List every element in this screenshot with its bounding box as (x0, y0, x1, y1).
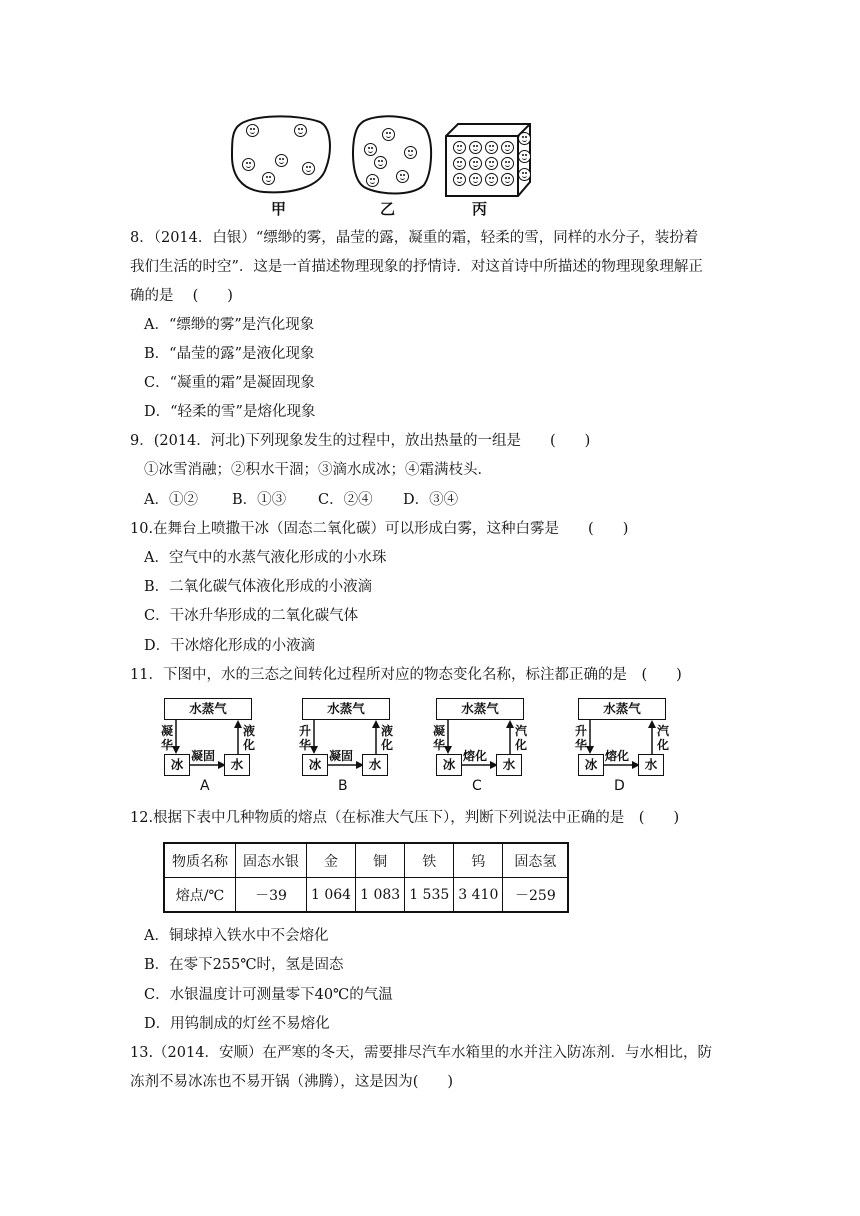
table-cell: －259 (503, 878, 569, 913)
molecule (453, 157, 466, 170)
molecule (501, 173, 514, 186)
molecule (246, 124, 259, 137)
molecule (294, 124, 307, 137)
molecule (485, 157, 498, 170)
table-cell: －39 (236, 878, 307, 913)
water-box: 水 (224, 754, 250, 776)
q10-option-b: B．二氧化碳气体液化形成的小液滴 (144, 579, 373, 595)
molecule (501, 157, 514, 170)
q8-stem-line1: 8．（2014．白银）“缥缈的雾，晶莹的露，凝重的霜，轻柔的雪，同样的水分子，装扮着 (130, 230, 699, 246)
left-process-label: 凝华 (160, 724, 173, 752)
left-process-label: 凝华 (432, 724, 445, 752)
vapor-box: 水蒸气 (302, 698, 390, 720)
molecule (469, 173, 482, 186)
q9-option-b: B．①③ (232, 492, 287, 508)
molecule (374, 156, 387, 169)
vapor-box: 水蒸气 (164, 698, 252, 720)
molecule (453, 173, 466, 186)
molecule (469, 141, 482, 154)
q10-option-a: A．空气中的水蒸气液化形成的小水珠 (144, 550, 387, 566)
table-cell: 固态氢 (503, 843, 569, 878)
q8-option-d: D．“轻柔的雪”是熔化现象 (144, 404, 316, 420)
water-box: 水 (362, 754, 388, 776)
q12-option-c: C．水银温度计可测量零下40℃的气温 (144, 987, 393, 1003)
molecule (262, 172, 275, 185)
melting-point-table (163, 842, 569, 913)
ice-box: 冰 (578, 754, 604, 776)
diagram-letter: D (614, 778, 625, 794)
table-cell: 钨 (454, 843, 503, 878)
q8-option-b: B．“晶莹的露”是液化现象 (144, 346, 315, 362)
molecule (453, 141, 466, 154)
q9-option-a: A．①② (144, 492, 198, 508)
q8-option-a: A．“缥缈的雾”是汽化现象 (144, 317, 315, 333)
q8-option-c: C．“凝重的霜”是凝固现象 (144, 375, 315, 391)
right-process-label: 液化 (242, 724, 255, 752)
molecule (518, 132, 531, 145)
molecule (501, 141, 514, 154)
molecule (518, 168, 531, 181)
ice-box: 冰 (302, 754, 328, 776)
molecule (396, 170, 409, 183)
right-process-label: 汽化 (656, 724, 669, 752)
q12-stem: 12.根据下表中几种物质的熔点（在标准大气压下），判断下列说法中正确的是 ( ) (130, 810, 680, 826)
diagram-letter: C (472, 778, 482, 794)
figure-label-yi: 乙 (380, 200, 396, 218)
figure-label-bing: 丙 (472, 200, 488, 218)
bottom-process-label: 凝固 (191, 749, 216, 763)
molecule (518, 150, 531, 163)
bottom-process-label: 凝固 (329, 749, 354, 763)
left-process-label: 升华 (298, 724, 311, 752)
molecule (275, 154, 288, 167)
table-cell: 固态水银 (236, 843, 307, 878)
diagram-letter: A (200, 778, 210, 794)
right-process-label: 汽化 (514, 724, 527, 752)
table-cell: 3 410 (454, 878, 503, 913)
ice-box: 冰 (164, 754, 190, 776)
bottom-process-label: 熔化 (463, 749, 488, 763)
molecule (469, 157, 482, 170)
bottom-process-label: 熔化 (605, 749, 630, 763)
molecule (242, 158, 255, 171)
state-diagram-b (298, 696, 426, 794)
q8-stem-line3: 确的是 ( ) (130, 288, 233, 304)
vapor-box: 水蒸气 (578, 698, 666, 720)
q11-stem: 11．下图中，水的三态之间转化过程所对应的物态变化名称，标注都正确的是 ( ) (130, 667, 682, 683)
molecule (404, 146, 417, 159)
table-row (164, 878, 568, 913)
q12-option-b: B．在零下255℃时，氢是固态 (144, 957, 344, 973)
left-process-label: 升华 (574, 724, 587, 752)
vapor-box: 水蒸气 (436, 698, 524, 720)
q13-stem-line1: 13.（2014．安顺）在严寒的冬天，需要排尽汽车水箱里的水并注入防冻剂．与水相比，防 (130, 1045, 712, 1061)
state-diagram-d (574, 696, 702, 794)
molecule (302, 162, 315, 175)
q9-detail: ①冰雪消融；②积水干涸；③滴水成冰；④霜满枝头． (144, 462, 492, 478)
water-box: 水 (496, 754, 522, 776)
table-cell: 金 (307, 843, 356, 878)
molecule (485, 173, 498, 186)
molecule (364, 143, 377, 156)
molecule (382, 128, 395, 141)
q9-stem: 9．(2014．河北)下列现象发生的过程中，放出热量的一组是 ( ) (130, 433, 591, 449)
q12-option-d: D．用钨制成的灯丝不易熔化 (144, 1016, 330, 1032)
q13-stem-line2: 冻剂不易冰冻也不易开锅（沸腾），这是因为( ) (130, 1074, 454, 1090)
right-process-label: 液化 (380, 724, 393, 752)
q12-option-a: A．铜球掉入铁水中不会熔化 (144, 928, 329, 944)
table-cell: 铁 (405, 843, 454, 878)
state-diagram-c (432, 696, 560, 794)
table-cell: 1 535 (405, 878, 454, 913)
water-box: 水 (638, 754, 664, 776)
table-header-row (164, 843, 568, 878)
q10-stem: 10.在舞台上喷撒干冰（固态二氧化碳）可以形成白雾，这种白雾是 ( ) (130, 521, 629, 537)
figure-label-jia: 甲 (271, 200, 287, 218)
q8-stem-line2: 我们生活的时空”．这是一首描述物理现象的抒情诗．对这首诗中所描述的物理现象理解正 (130, 259, 703, 275)
table-cell: 1 064 (307, 878, 356, 913)
blob-yi (350, 113, 434, 197)
q10-option-d: D．干冰熔化形成的小液滴 (144, 638, 316, 654)
table-cell: 铜 (356, 843, 405, 878)
molecule (485, 141, 498, 154)
q9-option-c: C．②④ (318, 492, 373, 508)
molecule (366, 174, 379, 187)
table-cell: 物质名称 (164, 843, 236, 878)
q9-option-d: D．③④ (403, 492, 459, 508)
state-diagram-a (160, 696, 288, 794)
q10-option-c: C．干冰升华形成的二氧化碳气体 (144, 608, 359, 624)
table-cell: 1 083 (356, 878, 405, 913)
table-cell: 熔点/℃ (164, 878, 236, 913)
ice-box: 冰 (436, 754, 462, 776)
diagram-letter: B (338, 778, 348, 794)
